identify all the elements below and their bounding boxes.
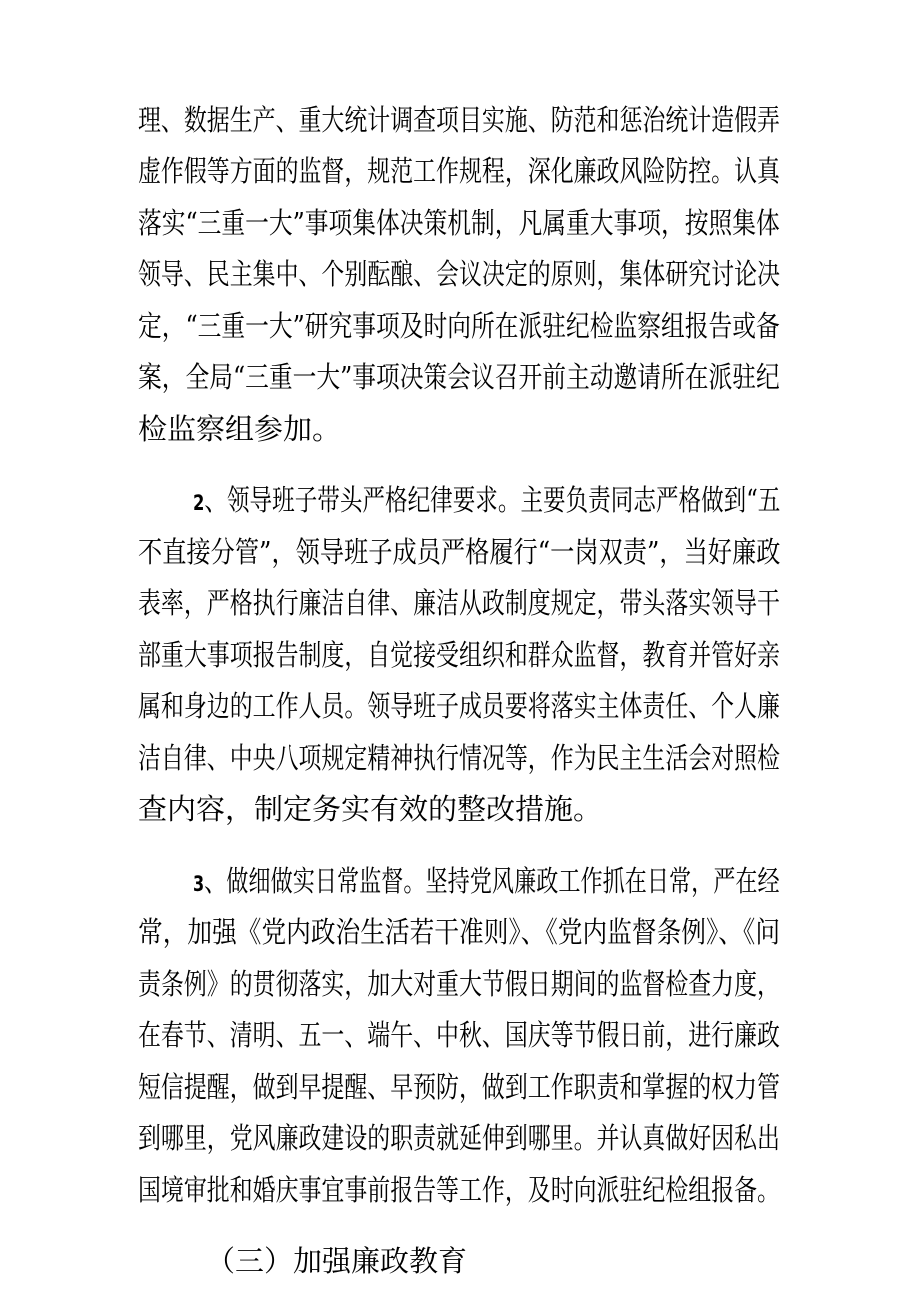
paragraph-line: 虚作假等方面的监督，规范工作规程，深化廉政风险防控。认真 bbox=[138, 154, 780, 188]
paragraph-line: 责条例》的贯彻落实，加大对重大节假日期间的监督检查力度， bbox=[138, 967, 780, 1001]
paragraph-line: 落实“三重一大”事项集体决策机制，凡属重大事项，按照集体 bbox=[138, 206, 780, 240]
paragraph-line: 属和身边的工作人员。领导班子成员要将落实主体责任、个人廉 bbox=[138, 689, 780, 723]
paragraph-line: 案，全局“三重一大”事项决策会议召开前主动邀请所在派驻纪 bbox=[138, 360, 780, 394]
paragraph-first-line bbox=[193, 861, 780, 904]
paragraph-line: 定，“三重一大”研究事项及时向所在派驻纪检监察组报告或备 bbox=[138, 309, 780, 343]
paragraph-line: 领导、民主集中、个别酝酿、会议决定的原则，集体研究讨论决 bbox=[138, 257, 780, 291]
paragraph-line: 部重大事项报告制度，自觉接受组织和群众监督，教育并管好亲 bbox=[138, 638, 780, 672]
paragraph-line: 洁自律、中央八项规定精神执行情况等，作为民主生活会对照检 bbox=[138, 741, 780, 775]
paragraph-line: 理、数据生产、重大统计调查项目实施、防范和惩治统计造假弄 bbox=[138, 103, 780, 137]
paragraph-line: 不直接分管”，领导班子成员严格履行“一岗双责”，当好廉政 bbox=[138, 535, 781, 569]
paragraph-text: 、领导班子带头严格纪律要求。主要负责同志严格做到“五 bbox=[204, 483, 781, 517]
paragraph-line: 检监察组参加。 bbox=[138, 412, 342, 446]
paragraph-line: 短信提醒，做到早提醒、早预防，做到工作职责和掌握的权力管 bbox=[138, 1070, 780, 1104]
paragraph-number: 2 bbox=[193, 491, 205, 515]
paragraph-line: 表率，严格执行廉洁自律、廉洁从政制度规定，带头落实领导干 bbox=[138, 586, 780, 620]
paragraph-line: 在春节、清明、五一、端午、中秋、国庆等节假日前，进行廉政 bbox=[138, 1018, 780, 1052]
paragraph-line: 国境审批和婚庆事宜事前报告等工作，及时向派驻纪检组报备。 bbox=[138, 1173, 780, 1207]
paragraph-first-line bbox=[193, 480, 780, 523]
paragraph-line: 常，加强《党内政治生活若干准则》、《党内监督条例》、《问 bbox=[138, 915, 781, 949]
paragraph-line: 到哪里，党风廉政建设的职责就延伸到哪里。并认真做好因私出 bbox=[138, 1121, 780, 1155]
section-heading: （三）加强廉政教育 bbox=[206, 1244, 468, 1278]
paragraph-number: 3 bbox=[193, 872, 205, 896]
paragraph-text: 、做细做实日常监督。坚持党风廉政工作抓在日常，严在经 bbox=[204, 864, 780, 898]
paragraph-line: 查内容，制定务实有效的整改措施。 bbox=[138, 792, 603, 826]
